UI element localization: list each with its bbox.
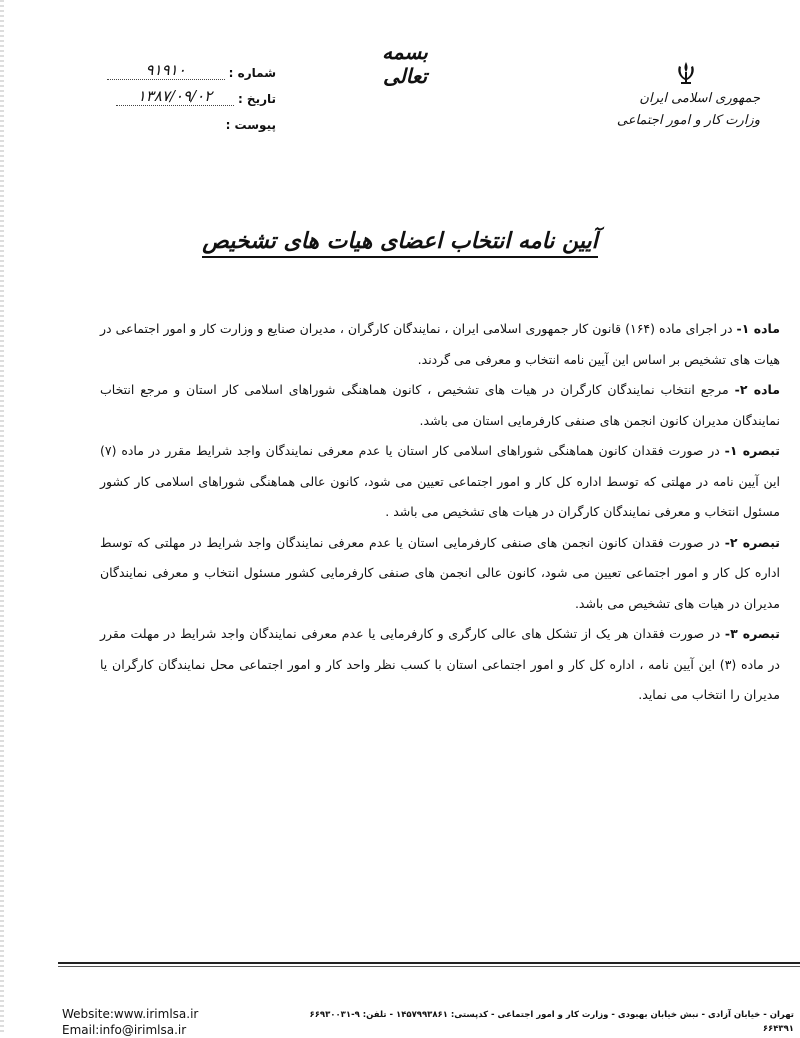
clause-article-2	[100, 375, 780, 436]
ministry-name	[590, 88, 760, 132]
footer-divider-thin	[58, 966, 800, 967]
clause-text: در اجرای ماده (۱۶۴) قانون کار جمهوری اسلامی ایران ، نمایندگان کارگران ، مدیران صنایع و وزارت کار و امور اجتماعی در هیات های تشخیص بر اساس این آیین نامه انتخاب و معرفی می گردند.	[100, 321, 780, 367]
footer-address	[264, 1008, 794, 1036]
clause-text: در صورت فقدان کانون انجمن های صنفی کارفرمایی استان یا عدم معرفی نمایندگان واجد شرایط در مهلتی که توسط اداره کل کار و امور اجتماعی تعیین می شود، کانون عالی انجمن های صنفی کارفرمایی کشور مسئول انتخاب و معرفی نمایندگان مدیران در هیات های تشخیص می باشد.	[100, 534, 780, 611]
country-name: جمهوری اسلامی ایران	[639, 91, 760, 106]
ministry-line: وزارت کار و امور اجتماعی	[616, 113, 760, 128]
letter-attachment-label: پیوست :	[225, 118, 276, 132]
letter-number-label: شماره :	[228, 66, 276, 80]
clause-label: تبصره ۳-	[724, 626, 780, 641]
clause-text: در صورت فقدان کانون هماهنگی شوراهای اسلامی کار استان یا عدم معرفی نمایندگان واجد شرایط مقرر در ماده (۷) این آیین نامه در مهلتی که توسط اداره کل کار و امور اجتماعی تعیین می شود، کانون عالی هماهنگی شوراهای اسلامی کار کشور مسئول انتخاب و معرفی نمایندگان کارگران در هیات های تشخیص می باشد .	[100, 443, 780, 519]
clause-label: تبصره ۱-	[724, 443, 780, 458]
letter-meta	[46, 58, 276, 136]
clause-note-1	[100, 436, 780, 528]
clause-label: تبصره ۲-	[724, 534, 780, 550]
footer-email: Email:info@irimlsa.ir	[62, 1023, 187, 1037]
footer-website: Website:www.irimlsa.ir	[62, 1007, 199, 1021]
document-title	[120, 228, 680, 254]
clause-label: ماده ۱-	[736, 321, 780, 336]
iran-emblem-icon	[674, 60, 698, 86]
clause-text: مرجع انتخاب نمایندگان کارگران در هیات های تشخیص ، کانون هماهنگی شوراهای اسلامی کار استان و مرجع انتخاب نمایندگان مدیران کانون انجمن های صنفی کارفرمایی استان می باشد.	[100, 382, 780, 428]
letter-number-value: ۹۱۹۱۰	[107, 61, 225, 80]
clause-note-2	[100, 528, 780, 620]
footer-address-line: تهران - خیابان آزادی - نبش خیابان بهبودی - وزارت کار و امور اجتماعی - کدپستی: ۱۴۵۷۹۹۳۸۶۱ - تلفن: ۹-۶۶۹۳۰۰۳۱	[309, 1010, 794, 1020]
letter-date-row	[46, 84, 276, 106]
letter-attachment-row	[46, 110, 276, 132]
letterhead-footer	[0, 962, 800, 1035]
clause-article-1	[100, 314, 780, 375]
letter-date-value: ۱۳۸۷/۰۹/۰۲	[116, 87, 234, 106]
footer-contact	[62, 1006, 198, 1038]
clause-note-3	[100, 619, 780, 711]
scan-edge	[0, 0, 4, 1035]
letter-number-row	[46, 58, 276, 80]
basmala: بسمه تعالی	[382, 40, 428, 88]
document-body	[100, 314, 780, 711]
clause-text: در صورت فقدان هر یک از تشکل های عالی کارگری و کارفرمایی یا عدم معرفی نمایندگان واجد شرایط در مهلت مقرر در ماده (۳) این آیین نامه ، اداره کل کار و امور اجتماعی استان با کسب نظر واحد کار و امور اجتماعی محل نمایندگان کارگران یا مدیران را انتخاب می نماید.	[100, 626, 781, 702]
document-title-text: آیین نامه انتخاب اعضای هیات های تشخیص	[202, 228, 597, 258]
clause-label: ماده ۲-	[734, 382, 780, 397]
letter-date-label: تاریخ :	[237, 92, 276, 106]
footer-phone-line: ۶۶۴۳۹۱	[762, 1024, 794, 1034]
footer-divider	[58, 962, 800, 964]
